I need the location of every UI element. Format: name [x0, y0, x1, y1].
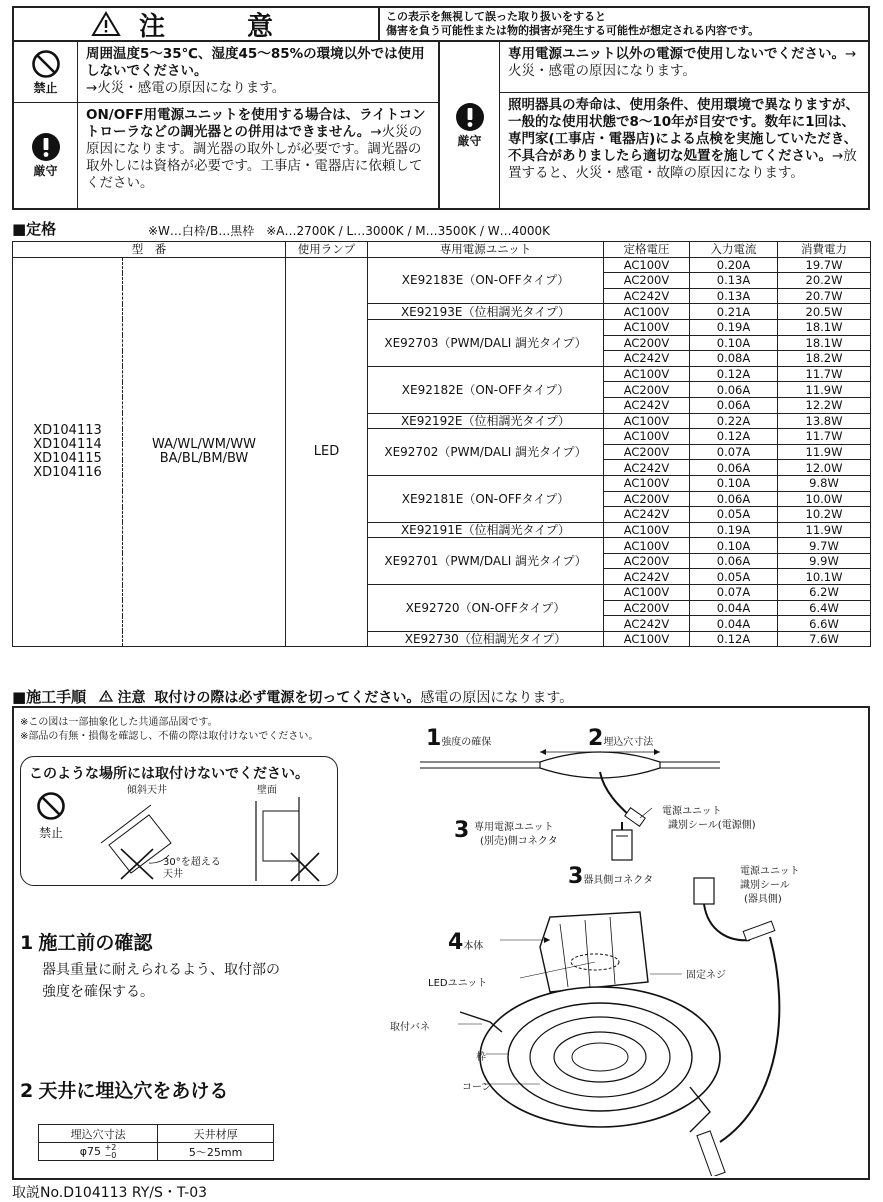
spec-voltage: AC242V — [604, 460, 690, 476]
mandatory-icon — [455, 102, 485, 132]
spec-header-unit: 専用電源ユニット — [368, 242, 604, 258]
mandatory-label: 厳守 — [457, 133, 482, 148]
caution-subtitle-line2: 傷害を負う可能性または物的損害が発生する可能性が想定される内容です。 — [386, 24, 760, 37]
step1-number: 1 — [20, 932, 34, 954]
spec-note: ※W…白枠/B…黒枠 ※A…2700K / L…3000K / M…3500K / W…4000K — [148, 224, 551, 238]
spec-current: 0.05A — [690, 569, 778, 585]
spec-unit-name: XE92192E（位相調光タイプ） — [368, 413, 604, 429]
diagram-step2 — [588, 726, 653, 751]
fixing-screw-label: 固定ネジ — [686, 970, 726, 981]
spec-header-current: 入力電流 — [690, 242, 778, 258]
spec-voltage: AC100V — [604, 585, 690, 601]
caution-title — [14, 8, 380, 40]
spec-current: 0.06A — [690, 491, 778, 507]
mandatory-label: 厳守 — [33, 164, 58, 178]
spec-header-voltage: 定格電圧 — [604, 242, 690, 258]
spec-voltage: AC100V — [604, 631, 690, 647]
hole-header-thickness: 天井材厚 — [158, 1125, 274, 1143]
caution-right-2-normal: →放置すると、火災・感電・故障の原因になります。 — [508, 148, 857, 181]
spec-current: 0.06A — [690, 397, 778, 413]
no-install-title: このような場所には取付けないでください。 — [29, 766, 309, 782]
hole-tol-minus: −0 — [104, 1150, 117, 1160]
spec-power: 12.2W — [778, 397, 871, 413]
step2-number: 2 — [20, 1080, 34, 1102]
fixture-sticker-label-1: 電源ユニット — [740, 866, 800, 877]
diagram-step1-num: 1 — [426, 726, 442, 751]
spec-model-number: XD104114 — [33, 437, 102, 453]
frame-label: 枠 — [476, 1052, 486, 1063]
spec-voltage: AC200V — [604, 491, 690, 507]
spec-unit-name: XE92701（PWM/DALI 調光タイプ） — [368, 538, 604, 585]
spec-current: 0.05A — [690, 507, 778, 523]
install-heading: ■施工手順 — [12, 688, 87, 706]
spec-models-cell — [13, 257, 123, 647]
spec-unit-name: XE92191E（位相調光タイプ） — [368, 522, 604, 538]
step2-title: 天井に埋込穴をあける — [38, 1080, 229, 1102]
install-caution-normal: 感電の原因になります。 — [420, 690, 574, 706]
spec-voltage: AC200V — [604, 382, 690, 398]
spec-power: 11.9W — [778, 444, 871, 460]
spec-unit-name: XE92181E（ON-OFFタイプ） — [368, 475, 604, 522]
diagram-step3a — [454, 818, 469, 843]
spec-voltage: AC100V — [604, 522, 690, 538]
spec-voltage: AC100V — [604, 304, 690, 320]
spec-power: 11.9W — [778, 382, 871, 398]
spec-unit-name: XE92183E（ON-OFFタイプ） — [368, 257, 604, 304]
caution-right-1-bold: 専用電源ユニット以外の電源で使用しないでください。 — [508, 46, 845, 62]
diagram-step3a-num: 3 — [454, 818, 470, 843]
cone-label: コーン — [462, 1082, 492, 1093]
spec-current: 0.12A — [690, 366, 778, 382]
diagram-step3a-label-1: 専用電源ユニット — [474, 822, 554, 833]
diagram-step2-label: 埋込穴寸法 — [603, 737, 654, 748]
caution-subtitle — [386, 10, 866, 38]
prohibited-icon — [31, 49, 61, 79]
diagram-step3a-label-2: (別売)側コネクタ — [480, 836, 558, 847]
install-caution-label: 注意 — [117, 690, 146, 706]
spec-power: 18.1W — [778, 319, 871, 335]
spec-header-lamp: 使用ランプ — [286, 242, 368, 258]
spec-voltage: AC242V — [604, 616, 690, 632]
spec-unit-name: XE92193E（位相調光タイプ） — [368, 304, 604, 320]
caution-right-2-text — [500, 92, 868, 208]
spec-power: 13.8W — [778, 413, 871, 429]
spec-voltage: AC200V — [604, 273, 690, 289]
spec-header-power: 消費電力 — [778, 242, 871, 258]
spec-power: 7.6W — [778, 631, 871, 647]
spec-current: 0.04A — [690, 600, 778, 616]
spec-heading: ■定格 — [12, 220, 57, 238]
diagram-step4-label: 本体 — [463, 941, 484, 952]
spec-current: 0.12A — [690, 429, 778, 445]
spec-power: 20.7W — [778, 288, 871, 304]
hole-size-table — [38, 1124, 274, 1161]
spec-unit-name: XE92720（ON-OFFタイプ） — [368, 585, 604, 632]
diagram-step3b-num: 3 — [568, 864, 584, 889]
spec-power: 10.0W — [778, 491, 871, 507]
spec-variant-line: WA/WL/WM/WW — [151, 437, 257, 453]
install-caution — [99, 690, 421, 706]
spec-power: 19.7W — [778, 257, 871, 273]
spec-power: 6.6W — [778, 616, 871, 632]
spec-current: 0.20A — [690, 257, 778, 273]
sloped-ceiling-label: 傾斜天井 — [127, 785, 167, 796]
spec-unit-name: XE92702（PWM/DALI 調光タイプ） — [368, 429, 604, 476]
spec-header-model: 型 番 — [13, 242, 286, 258]
spec-power: 11.7W — [778, 429, 871, 445]
fixture-sticker-label-3: (器具側) — [744, 894, 782, 905]
wall-label: 壁面 — [257, 785, 277, 796]
step1-title: 施工前の確認 — [38, 932, 153, 954]
caution-right-1-normal: →火災・感電の原因になります。 — [508, 46, 857, 79]
caution-right-icon-cell — [440, 42, 500, 208]
step1-heading — [20, 928, 152, 955]
spec-power: 18.2W — [778, 351, 871, 367]
spec-power: 11.9W — [778, 522, 871, 538]
caution-header — [14, 8, 868, 42]
caution-mandatory-cell — [14, 102, 78, 208]
spec-current: 0.06A — [690, 553, 778, 569]
spec-current: 0.13A — [690, 288, 778, 304]
spec-current: 0.19A — [690, 319, 778, 335]
spec-voltage: AC200V — [604, 600, 690, 616]
spec-voltage: AC100V — [604, 257, 690, 273]
spec-power: 9.8W — [778, 475, 871, 491]
warning-triangle-icon — [91, 11, 121, 37]
diagram-step3b — [568, 864, 653, 889]
hole-tol-plus: +2 — [104, 1142, 117, 1152]
spec-voltage: AC200V — [604, 553, 690, 569]
no-install-box — [20, 756, 338, 886]
spec-current: 0.12A — [690, 631, 778, 647]
caution-title-text: 注 意 — [138, 11, 301, 42]
caution-left-1-text — [78, 42, 438, 102]
spec-current: 0.07A — [690, 585, 778, 601]
spec-variants-cell — [123, 257, 286, 647]
mounting-spring-label: 取付バネ — [390, 1022, 430, 1033]
spec-body — [13, 257, 871, 647]
spec-power: 6.4W — [778, 600, 871, 616]
led-unit-label: LEDユニット — [428, 978, 488, 989]
spec-power: 18.1W — [778, 335, 871, 351]
spec-voltage: AC100V — [604, 366, 690, 382]
spec-current: 0.06A — [690, 460, 778, 476]
spec-current: 0.08A — [690, 351, 778, 367]
psu-sticker-label-2: 識別シール(電源側) — [668, 820, 756, 831]
spec-variant-line: BA/BL/BM/BW — [159, 451, 249, 467]
spec-voltage: AC100V — [604, 475, 690, 491]
step2-heading — [20, 1076, 228, 1103]
spec-voltage: AC100V — [604, 413, 690, 429]
install-caution-bold: 取付けの際は必ず電源を切ってください。 — [154, 690, 421, 706]
spec-row — [13, 257, 871, 273]
spec-current: 0.10A — [690, 538, 778, 554]
step1-body-1: 器具重量に耐えられるよう、取付部の — [42, 962, 280, 978]
spec-header-row — [13, 242, 871, 258]
spec-current: 0.07A — [690, 444, 778, 460]
spec-power: 6.2W — [778, 585, 871, 601]
caution-left-2-bold: ON/OFF用電源ユニットを使用する場合は、ライトコントローラなどの調光器との併用はできません。 — [86, 107, 426, 140]
ceiling-thickness: 5～25mm — [158, 1143, 274, 1161]
footer-doc-number: 取説No.D104113 RY/S・T-03 — [12, 1185, 208, 1201]
caution-box — [12, 6, 870, 210]
caution-left-column — [14, 42, 440, 208]
spec-unit-name: XE92703（PWM/DALI 調光タイプ） — [368, 319, 604, 366]
spec-current: 0.10A — [690, 335, 778, 351]
mandatory-icon — [31, 132, 61, 162]
spec-current: 0.19A — [690, 522, 778, 538]
angle-label-1: 30°を超える — [163, 857, 221, 868]
caution-left-2-normal: →火災の原因になります。調光器の取外しが必要です。調光器の取外しには資格が必要です。工事店・電器店に依頼してください。 — [86, 124, 423, 191]
diagram-step1-label: 強度の確保 — [441, 737, 492, 748]
diagram-step3b-label: 器具側コネクタ — [583, 875, 654, 886]
caution-right-2-bold: 照明器具の寿命は、使用条件、使用環境で異なりますが、一般的な使用状態で8～10年が目安です。数年に1回は、専門家(工事店・電器店)による点検を実施していただき、不具合がありましたら適切な処置を施してください。 — [508, 97, 859, 164]
spec-voltage: AC242V — [604, 507, 690, 523]
spec-voltage: AC242V — [604, 569, 690, 585]
spec-model-number: XD104113 — [33, 423, 102, 439]
caution-left-2-text — [78, 102, 438, 208]
no-install-diagram — [91, 793, 331, 883]
prohibited-label: 禁止 — [38, 826, 63, 840]
spec-model-number: XD104115 — [33, 451, 102, 467]
spec-voltage: AC100V — [604, 538, 690, 554]
spec-current: 0.22A — [690, 413, 778, 429]
diagram-step1 — [426, 726, 491, 751]
spec-current: 0.06A — [690, 382, 778, 398]
warning-triangle-icon — [99, 690, 113, 702]
diagram-step4-num: 4 — [448, 930, 464, 955]
diagram-step2-num: 2 — [588, 726, 604, 751]
spec-power: 10.2W — [778, 507, 871, 523]
caution-subtitle-line1: この表示を無視して誤った取り扱いをすると — [386, 10, 606, 23]
hole-size-cell — [39, 1143, 158, 1161]
no-install-prohibited — [31, 791, 71, 841]
caution-left-1-normal: →火災・感電の原因になります。 — [86, 80, 286, 96]
hole-header-size: 埋込穴寸法 — [39, 1125, 158, 1143]
spec-power: 20.5W — [778, 304, 871, 320]
step1-body-2: 強度を確保する。 — [42, 984, 154, 1000]
install-note-2: ※部品の有無・損傷を確認し、不備の際は取付けないでください。 — [20, 731, 319, 742]
psu-sticker-label-1: 電源ユニット — [662, 806, 722, 817]
spec-lamp-cell: LED — [286, 257, 368, 647]
spec-table — [12, 241, 871, 647]
spec-power: 11.7W — [778, 366, 871, 382]
spec-voltage: AC100V — [604, 319, 690, 335]
spec-unit-name: XE92730（位相調光タイプ） — [368, 631, 604, 647]
spec-voltage: AC200V — [604, 335, 690, 351]
install-note-1: ※この図は一部抽象化した共通部品図です。 — [20, 717, 218, 728]
spec-current: 0.13A — [690, 273, 778, 289]
caution-prohibited-cell — [14, 42, 78, 102]
spec-model-number: XD104116 — [33, 465, 102, 481]
spec-voltage: AC242V — [604, 288, 690, 304]
spec-unit-name: XE92182E（ON-OFFタイプ） — [368, 366, 604, 413]
spec-voltage: AC100V — [604, 429, 690, 445]
spec-current: 0.21A — [690, 304, 778, 320]
fixture-sticker-label-2: 識別シール — [740, 880, 790, 891]
prohibited-icon — [36, 791, 66, 821]
spec-power: 12.0W — [778, 460, 871, 476]
spec-current: 0.10A — [690, 475, 778, 491]
spec-voltage: AC242V — [604, 397, 690, 413]
prohibited-label: 禁止 — [33, 80, 58, 95]
diagram-step4 — [448, 930, 483, 955]
caution-left-1-bold: 周囲温度5～35℃、湿度45～85%の環境以外では使用しないでください。 — [86, 46, 425, 79]
angle-label-2: 天井 — [163, 869, 183, 880]
caution-right-1-text — [500, 42, 868, 92]
install-heading-line — [12, 686, 573, 707]
spec-voltage: AC200V — [604, 444, 690, 460]
spec-power: 20.2W — [778, 273, 871, 289]
spec-current: 0.04A — [690, 616, 778, 632]
hole-size: φ75 — [79, 1144, 102, 1158]
spec-voltage: AC242V — [604, 351, 690, 367]
spec-power: 9.7W — [778, 538, 871, 554]
spec-power: 10.1W — [778, 569, 871, 585]
spec-power: 9.9W — [778, 553, 871, 569]
